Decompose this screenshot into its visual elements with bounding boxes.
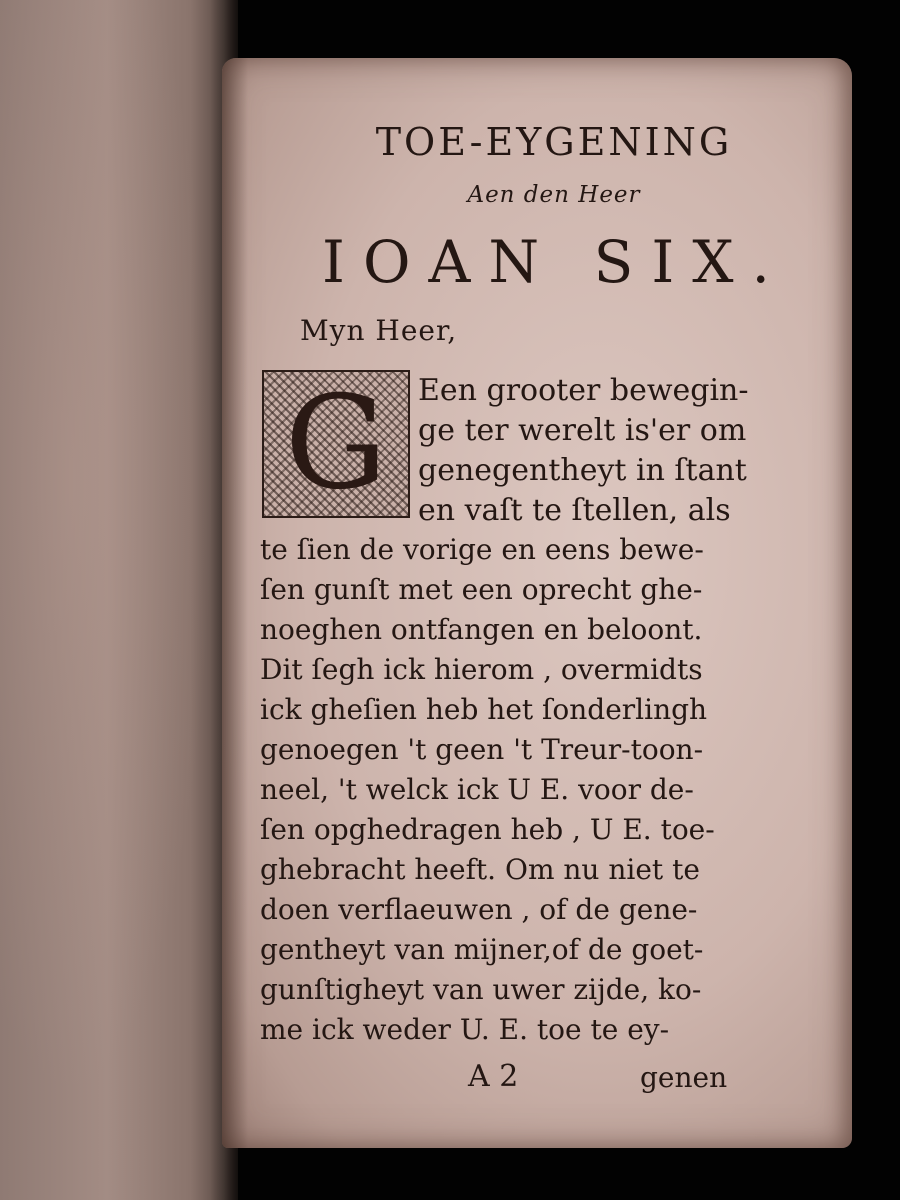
body-line: ge ter werelt is'er om (418, 413, 747, 448)
decorated-initial-icon (262, 370, 410, 518)
signature-mark: A 2 (468, 1059, 519, 1094)
body-line: noeghen ontfangen en beloont. (260, 613, 703, 646)
salutation: Myn Heer, (300, 314, 458, 347)
body-line: doen verflaeuwen , of de gene- (260, 893, 698, 926)
dedicatee-name: IOAN SIX. (322, 228, 788, 296)
body-line: neel, 't welck ick U E. voor de- (260, 773, 694, 806)
body-line: genegentheyt in ſtant (418, 453, 747, 488)
body-line: ſen gunſt met een oprecht ghe- (260, 573, 703, 606)
body-line: gentheyt van mijner,of de goet- (260, 933, 704, 966)
body-line: ſen opghedragen heb , U E. toe- (260, 813, 715, 846)
body-line: ick gheſien heb het ſonderlingh (260, 693, 708, 726)
body-line: gunſtigheyt van uwer zijde, ko- (260, 973, 702, 1006)
body-line: Een grooter bewegin- (418, 373, 749, 408)
body-line: me ick weder U. E. toe te ey- (260, 1013, 670, 1046)
right-page (222, 58, 852, 1148)
page-subtitle: Aen den Heer (467, 182, 641, 208)
body-line: te ſien de vorige en eens bewe- (260, 533, 704, 566)
body-line: Dit ſegh ick hierom , overmidts (260, 653, 703, 686)
left-page (0, 0, 238, 1200)
initial-letter: G (284, 369, 388, 518)
body-line: genoegen 't geen 't Treur-toon- (260, 733, 704, 766)
catchword: genen (640, 1061, 728, 1094)
page-title: TOE-EYGENING (375, 120, 733, 164)
body-line: ghebracht heeft. Om nu niet te (260, 853, 700, 886)
body-line: en vaſt te ſtellen, als (418, 493, 731, 528)
